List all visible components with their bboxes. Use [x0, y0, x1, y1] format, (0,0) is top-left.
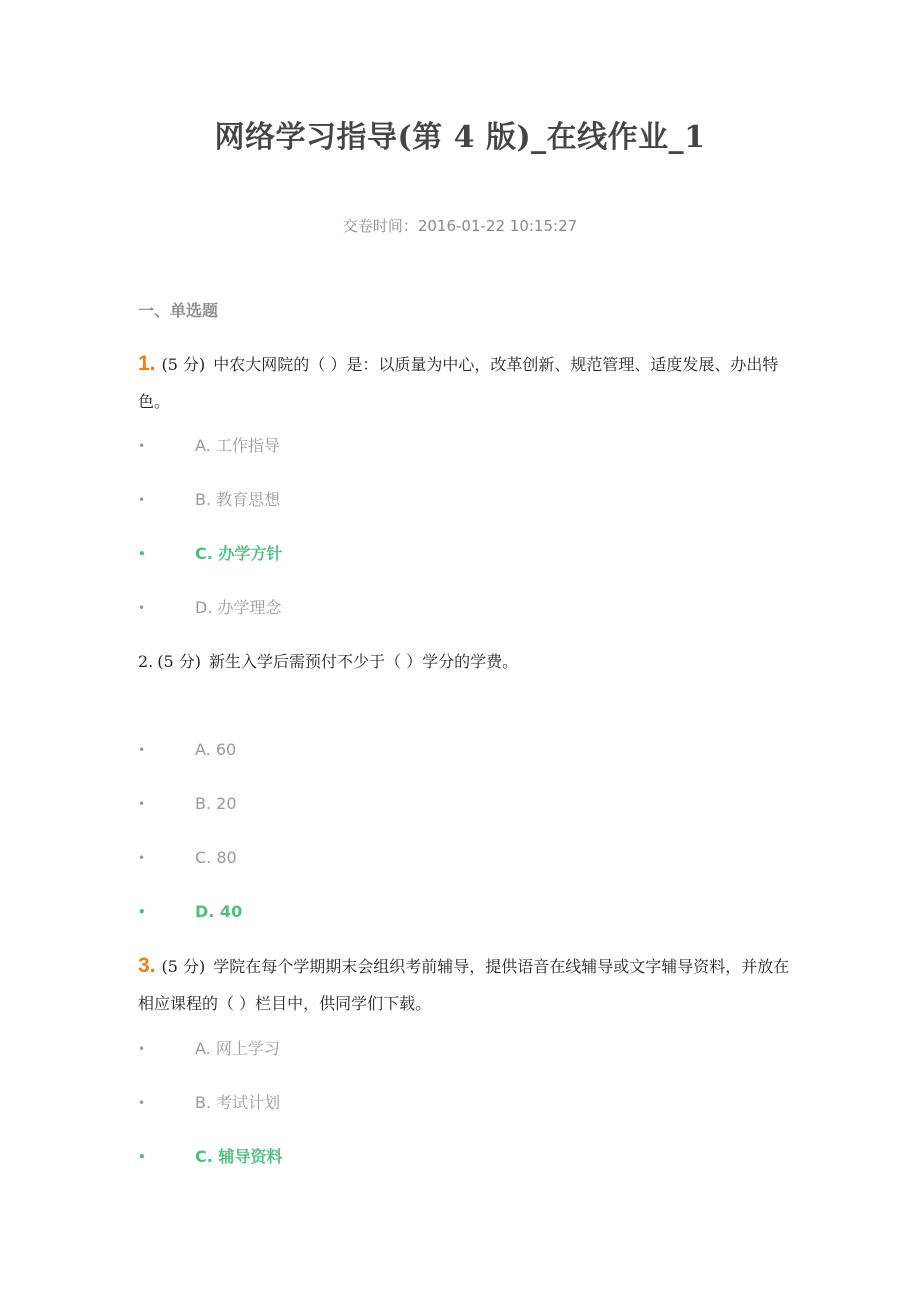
bullet-icon: • [138, 851, 146, 865]
question-number: 1. [138, 352, 156, 375]
bullet-icon: • [138, 547, 146, 561]
option-label: B. 20 [195, 794, 237, 813]
option-label: C. 80 [195, 848, 237, 867]
bullet-icon: • [138, 1096, 146, 1110]
section-heading-single-choice: 一、单选题 [138, 301, 219, 320]
question-2 [138, 643, 798, 680]
question-score: (5 分) [157, 652, 202, 671]
question-number: 3. [138, 954, 156, 977]
option-label: A. 工作指导 [195, 436, 280, 455]
bullet-icon: • [138, 493, 146, 507]
bullet-icon: • [138, 601, 146, 615]
question-2-option-d-correct[interactable] [138, 900, 738, 924]
option-label: B. 教育思想 [195, 490, 281, 509]
question-score: (5 分) [161, 355, 206, 374]
question-1-option-a[interactable] [138, 434, 738, 458]
option-label: D. 办学理念 [195, 598, 282, 617]
question-1 [138, 345, 798, 420]
bullet-icon: • [138, 743, 146, 757]
bullet-icon: • [138, 797, 146, 811]
option-label: B. 考试计划 [195, 1093, 281, 1112]
question-3-option-b[interactable] [138, 1091, 738, 1115]
option-label: A. 网上学习 [195, 1039, 280, 1058]
question-3-option-c-correct[interactable] [138, 1145, 738, 1169]
bullet-icon: • [138, 1150, 146, 1164]
question-number: 2. [138, 652, 154, 671]
bullet-icon: • [138, 1042, 146, 1056]
page-title: 网络学习指导(第 4 版)_在线作业_1 [214, 120, 706, 155]
submit-time: 交卷时间：2016-01-22 10:15:27 [342, 217, 578, 235]
bullet-icon: • [138, 439, 146, 453]
option-label: C. 办学方针 [195, 544, 283, 563]
question-2-option-a[interactable] [138, 738, 738, 762]
option-label: C. 辅导资料 [195, 1147, 283, 1166]
question-1-option-c-correct[interactable] [138, 542, 738, 566]
question-1-option-d[interactable] [138, 596, 738, 620]
question-text: 学院在每个学期期末会组织考前辅导，提供语音在线辅导或文字辅导资料，并放在相应课程的（ ）栏目中，供同学们下载。 [138, 957, 790, 1013]
question-2-option-c[interactable] [138, 846, 738, 870]
option-label: A. 60 [195, 740, 237, 759]
question-text: 新生入学后需预付不少于（ ）学分的学费。 [209, 652, 519, 671]
question-1-option-b[interactable] [138, 488, 738, 512]
question-text: 中农大网院的（ ）是：以质量为中心，改革创新、规范管理、适度发展、办出特色。 [138, 355, 779, 411]
question-2-option-b[interactable] [138, 792, 738, 816]
question-score: (5 分) [161, 957, 206, 976]
question-3-option-a[interactable] [138, 1037, 738, 1061]
question-3 [138, 947, 798, 1022]
option-label: D. 40 [195, 902, 243, 921]
bullet-icon: • [138, 905, 146, 919]
